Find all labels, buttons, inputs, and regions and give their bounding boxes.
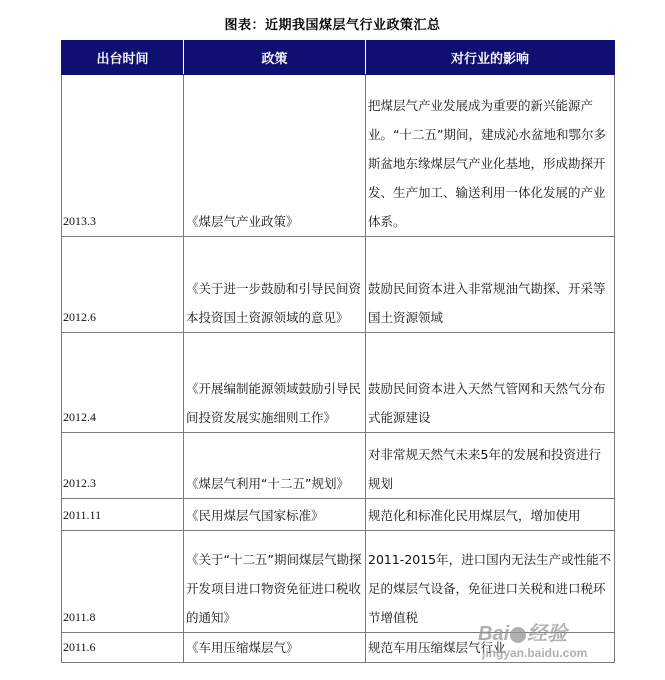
table-row xyxy=(62,433,615,499)
impact-cell: 鼓励民间资本进入天然气管网和天然气分布式能源建设 xyxy=(366,333,615,433)
policy-cell: 《关于进一步鼓励和引导民间资本投资国土资源领域的意见》 xyxy=(184,237,366,333)
date-cell: 2011.6 xyxy=(62,633,184,663)
impact-cell: 鼓励民间资本进入非常规油气勘探、开采等国土资源领域 xyxy=(366,237,615,333)
date-cell: 2011.11 xyxy=(62,499,184,531)
date-cell: 2012.4 xyxy=(62,333,184,433)
watermark-text: Bai xyxy=(478,623,510,645)
date-cell: 2013.3 xyxy=(62,75,184,237)
impact-cell: 2011-2015年，进口国内无法生产或性能不足的煤层气设备，免征进口关税和进口税环节增值税 xyxy=(366,531,615,633)
date-cell: 2012.6 xyxy=(62,237,184,333)
table-title: 图表：近期我国煤层气行业政策汇总 xyxy=(224,18,441,33)
watermark-text2: 经验 xyxy=(527,623,568,645)
table-header-row xyxy=(62,41,615,75)
paw-icon xyxy=(510,627,526,643)
watermark-url: jingyan.baidu.com xyxy=(482,646,588,660)
header-date: 出台时间 xyxy=(62,41,184,75)
policy-cell: 《车用压缩煤层气》 xyxy=(184,633,366,663)
policy-cell: 《关于“十二五”期间煤层气勘探开发项目进口物资免征进口税收的通知》 xyxy=(184,531,366,633)
policy-table xyxy=(61,40,615,663)
policy-cell: 《煤层气产业政策》 xyxy=(184,75,366,237)
policy-cell: 《煤层气利用“十二五”规划》 xyxy=(184,433,366,499)
impact-cell: 对非常规天然气未来5年的发展和投资进行规划 xyxy=(366,433,615,499)
baidu-watermark xyxy=(478,617,587,660)
table-row xyxy=(62,237,615,333)
impact-cell: 规范车用压缩煤层气行业 xyxy=(366,633,615,663)
impact-cell: 规范化和标准化民用煤层气，增加使用 xyxy=(366,499,615,531)
impact-cell: 把煤层气产业发展成为重要的新兴能源产业。“十二五”期间，建成沁水盆地和鄂尔多斯盆地东缘煤层气产业化基地，形成勘探开发、生产加工、输送利用一体化发展的产业体系。 xyxy=(366,75,615,237)
date-cell: 2011.8 xyxy=(62,531,184,633)
table-row xyxy=(62,333,615,433)
header-policy: 政策 xyxy=(184,41,366,75)
policy-cell: 《民用煤层气国家标准》 xyxy=(184,499,366,531)
date-cell: 2012.3 xyxy=(62,433,184,499)
table-row xyxy=(62,499,615,531)
header-impact: 对行业的影响 xyxy=(366,41,615,75)
policy-cell: 《开展编制能源领域鼓励引导民间投资发展实施细则工作》 xyxy=(184,333,366,433)
table-row xyxy=(62,75,615,237)
